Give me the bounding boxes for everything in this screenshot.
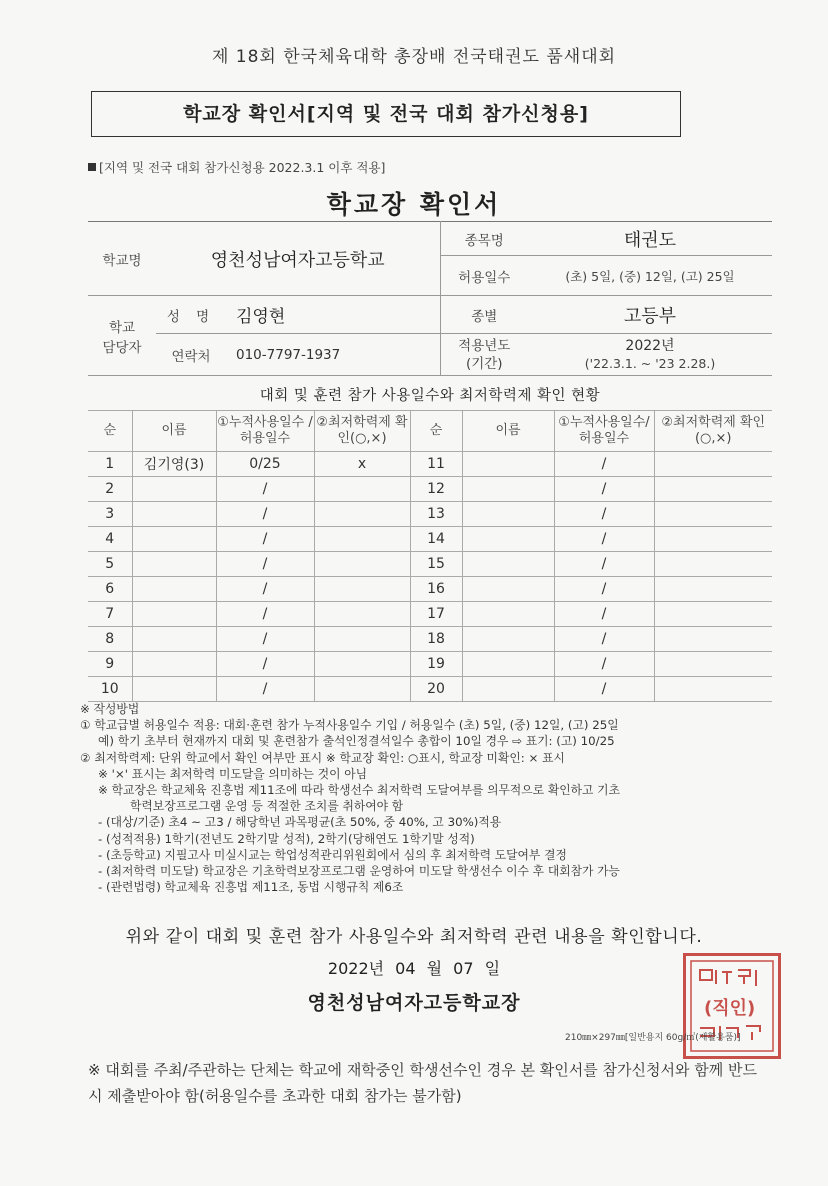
table-cell: /	[554, 627, 654, 652]
school-name: 영천성남여자고등학교	[156, 222, 440, 296]
table-cell	[314, 502, 410, 527]
table-cell: /	[554, 652, 654, 677]
confirm-text: 위와 같이 대회 및 훈련 참가 사용일수와 최저학력 관련 내용을 확인합니다.	[125, 927, 703, 947]
table-cell: 5	[88, 552, 132, 577]
table-row	[88, 627, 772, 652]
notes-heading: ※ 작성방법	[80, 702, 140, 716]
note-item: - (초등학교) 지필고사 미실시교는 학업성적관리위원회에서 심의 후 최저학력 도달여부 결정	[98, 847, 567, 862]
principal-name: 영천성남여자고등학교장	[307, 992, 521, 1014]
table-cell: 14	[410, 527, 462, 552]
table-cell	[314, 527, 410, 552]
header-cell: 이름	[132, 411, 216, 452]
table-cell: /	[554, 452, 654, 477]
issue-date: 2022년 04 월 07 일	[327, 959, 501, 978]
document-heading-box	[91, 91, 681, 137]
table-cell: /	[554, 502, 654, 527]
header-cell: 순	[410, 411, 462, 452]
header-cell: ②최저학력제 확인(○,×)	[654, 411, 772, 452]
table-cell	[462, 502, 554, 527]
table-cell	[462, 652, 554, 677]
table-cell: /	[554, 552, 654, 577]
division-label: 종별	[440, 296, 528, 334]
table-cell	[314, 627, 410, 652]
table-cell	[654, 552, 772, 577]
table-cell: /	[216, 527, 314, 552]
table-cell	[462, 577, 554, 602]
table-cell: 17	[410, 602, 462, 627]
table-cell: 20	[410, 677, 462, 702]
table-row	[88, 527, 772, 552]
contact-value: 010-7797-1937	[226, 334, 440, 376]
form-note	[88, 158, 385, 176]
year-label: 적용년도 (기간)	[440, 334, 528, 376]
table-cell	[314, 652, 410, 677]
writing-notes	[80, 701, 780, 895]
document-heading: 학교장 확인서[지역 및 전국 대회 참가신청용]	[183, 103, 589, 125]
header-cell: ①누적사용일수/ 허용일수	[554, 411, 654, 452]
table-cell	[132, 527, 216, 552]
table-cell	[654, 502, 772, 527]
table-cell	[314, 577, 410, 602]
table-cell	[132, 552, 216, 577]
table-cell: 김기영(3)	[132, 452, 216, 477]
event-title: 제 18회 한국체육대학 총장배 전국태권도 품새대회	[211, 47, 617, 67]
table-cell	[654, 477, 772, 502]
table-cell: 9	[88, 652, 132, 677]
table-cell	[314, 677, 410, 702]
table-cell: x	[314, 452, 410, 477]
division-value: 고등부	[528, 296, 772, 334]
table-cell	[654, 527, 772, 552]
table-cell: /	[216, 677, 314, 702]
table-cell: /	[554, 602, 654, 627]
event-label: 종목명	[440, 222, 528, 256]
note-item: 학력보장프로그램 운영 등 적절한 조치를 취하여야 함	[130, 799, 404, 814]
note-item: 예) 학기 초부터 현재까지 대회 및 훈련참가 출석인정결석일수 총합이 10일 경우 ⇨ 표기: (고) 10/25	[98, 734, 615, 749]
name-label: 성 명	[156, 296, 226, 334]
days-label: 허용일수	[440, 256, 528, 296]
table-cell: /	[216, 627, 314, 652]
table-row	[88, 552, 772, 577]
contact-label: 연락처	[156, 334, 226, 376]
status-header-row	[88, 411, 772, 452]
info-table	[88, 221, 772, 376]
table-cell: 0/25	[216, 452, 314, 477]
year-value: 2022년	[625, 337, 675, 354]
table-cell	[132, 602, 216, 627]
note-item: - (최저학력 미도달) 학교장은 기초학력보장프로그램 운영하여 미도달 학생선수 이수 후 대회참가 가능	[98, 864, 620, 879]
table-cell	[654, 452, 772, 477]
table-cell	[462, 627, 554, 652]
bottom-note: ※ 대회를 주최/주관하는 단체는 학교에 재학중인 학생선수인 경우 본 확인서를 참가신청서와 함께 반드시 제출받아야 함(허용일수를 초과한 대회 참가는 불가함)	[88, 1061, 757, 1105]
table-cell	[314, 477, 410, 502]
table-cell	[654, 602, 772, 627]
table-cell	[462, 477, 554, 502]
official-seal	[683, 953, 781, 1059]
days-value: (초) 5일, (중) 12일, (고) 25일	[528, 256, 772, 296]
note-item: ① 학교급별 허용일수 적용: 대회·훈련 참가 누적사용일수 기입 / 허용일수 (초) 5일, (중) 12일, (고) 25일	[80, 718, 619, 733]
table-cell	[132, 652, 216, 677]
table-row	[88, 502, 772, 527]
note-item: ② 최저학력제: 단위 학교에서 확인 여부만 표시 ※ 학교장 확인: ○표시, 학교장 미확인: × 표시	[80, 750, 565, 765]
table-row	[88, 677, 772, 702]
header-cell: 이름	[462, 411, 554, 452]
note-item: - (관련법령) 학교체육 진흥법 제11조, 동법 시행규칙 제6조	[98, 880, 404, 895]
table-cell	[132, 627, 216, 652]
table-cell: 4	[88, 527, 132, 552]
name-value: 김영현	[226, 296, 440, 334]
table-cell: /	[554, 677, 654, 702]
table-cell: 18	[410, 627, 462, 652]
table-cell	[462, 452, 554, 477]
note-item: ※ 학교장은 학교체육 진흥법 제11조에 따라 학생선수 최저학력 도달여부를 의무적으로 확인하고 기초	[98, 783, 620, 798]
table-cell: 16	[410, 577, 462, 602]
status-table	[88, 410, 772, 702]
form-note-text: [지역 및 전국 대회 참가신청용 2022.3.1 이후 적용]	[99, 160, 386, 175]
event-value: 태권도	[528, 222, 772, 256]
table-cell: /	[554, 527, 654, 552]
note-item: ※ '×' 표시는 최저학력 미도달을 의미하는 것이 아님	[98, 766, 368, 781]
table-cell: 6	[88, 577, 132, 602]
paper-spec: 210㎜×297㎜[일반용지 60g/㎡(재활용품)]	[565, 1033, 741, 1043]
table-cell	[132, 477, 216, 502]
table-cell: 1	[88, 452, 132, 477]
header-cell: ①누적사용일수 /허용일수	[216, 411, 314, 452]
seal-text: (직인)	[704, 998, 756, 1019]
table-cell: /	[216, 652, 314, 677]
table-cell: 3	[88, 502, 132, 527]
header-cell: ②최저학력제 확인(○,×)	[314, 411, 410, 452]
table-cell: /	[216, 552, 314, 577]
table-cell: 12	[410, 477, 462, 502]
table-row	[88, 452, 772, 477]
manager-label: 학교 담당자	[88, 296, 156, 376]
header-cell: 순	[88, 411, 132, 452]
table-cell: 19	[410, 652, 462, 677]
note-item: - (성적적용) 1학기(전년도 2학기말 성적), 2학기(당해연도 1학기말 성적)	[98, 831, 475, 846]
table-cell	[654, 627, 772, 652]
table-cell: /	[216, 602, 314, 627]
table-cell: 8	[88, 627, 132, 652]
note-item: - (대상/기준) 초4 ~ 고3 / 해당학년 과목평균(초 50%, 중 40%, 고 30%)적용	[98, 815, 502, 830]
table-cell	[462, 552, 554, 577]
table-cell: /	[216, 477, 314, 502]
table-cell	[314, 602, 410, 627]
table-cell: 15	[410, 552, 462, 577]
table-row	[88, 577, 772, 602]
table-cell	[462, 527, 554, 552]
table-cell: 2	[88, 477, 132, 502]
table-row	[88, 652, 772, 677]
table-cell: 7	[88, 602, 132, 627]
table-cell	[462, 677, 554, 702]
table-cell	[462, 602, 554, 627]
table-cell	[132, 677, 216, 702]
table-cell	[132, 502, 216, 527]
table-row	[88, 477, 772, 502]
table-cell	[654, 652, 772, 677]
table-cell: 13	[410, 502, 462, 527]
table-cell: /	[554, 577, 654, 602]
table-cell	[314, 552, 410, 577]
table-cell	[654, 677, 772, 702]
square-bullet-icon	[88, 163, 96, 171]
table-row	[88, 602, 772, 627]
table-cell: /	[216, 502, 314, 527]
table-cell: 10	[88, 677, 132, 702]
table-cell: /	[216, 577, 314, 602]
table-cell	[132, 577, 216, 602]
period-value: ('22.3.1. ~ '23 2.28.)	[584, 355, 716, 371]
table-cell: /	[554, 477, 654, 502]
status-title: 대회 및 훈련 참가 사용일수와 최저학력제 확인 현황	[259, 388, 601, 404]
certificate-title: 학교장 확인서	[326, 190, 502, 219]
table-cell: 11	[410, 452, 462, 477]
school-label: 학교명	[88, 222, 156, 296]
table-cell	[654, 577, 772, 602]
